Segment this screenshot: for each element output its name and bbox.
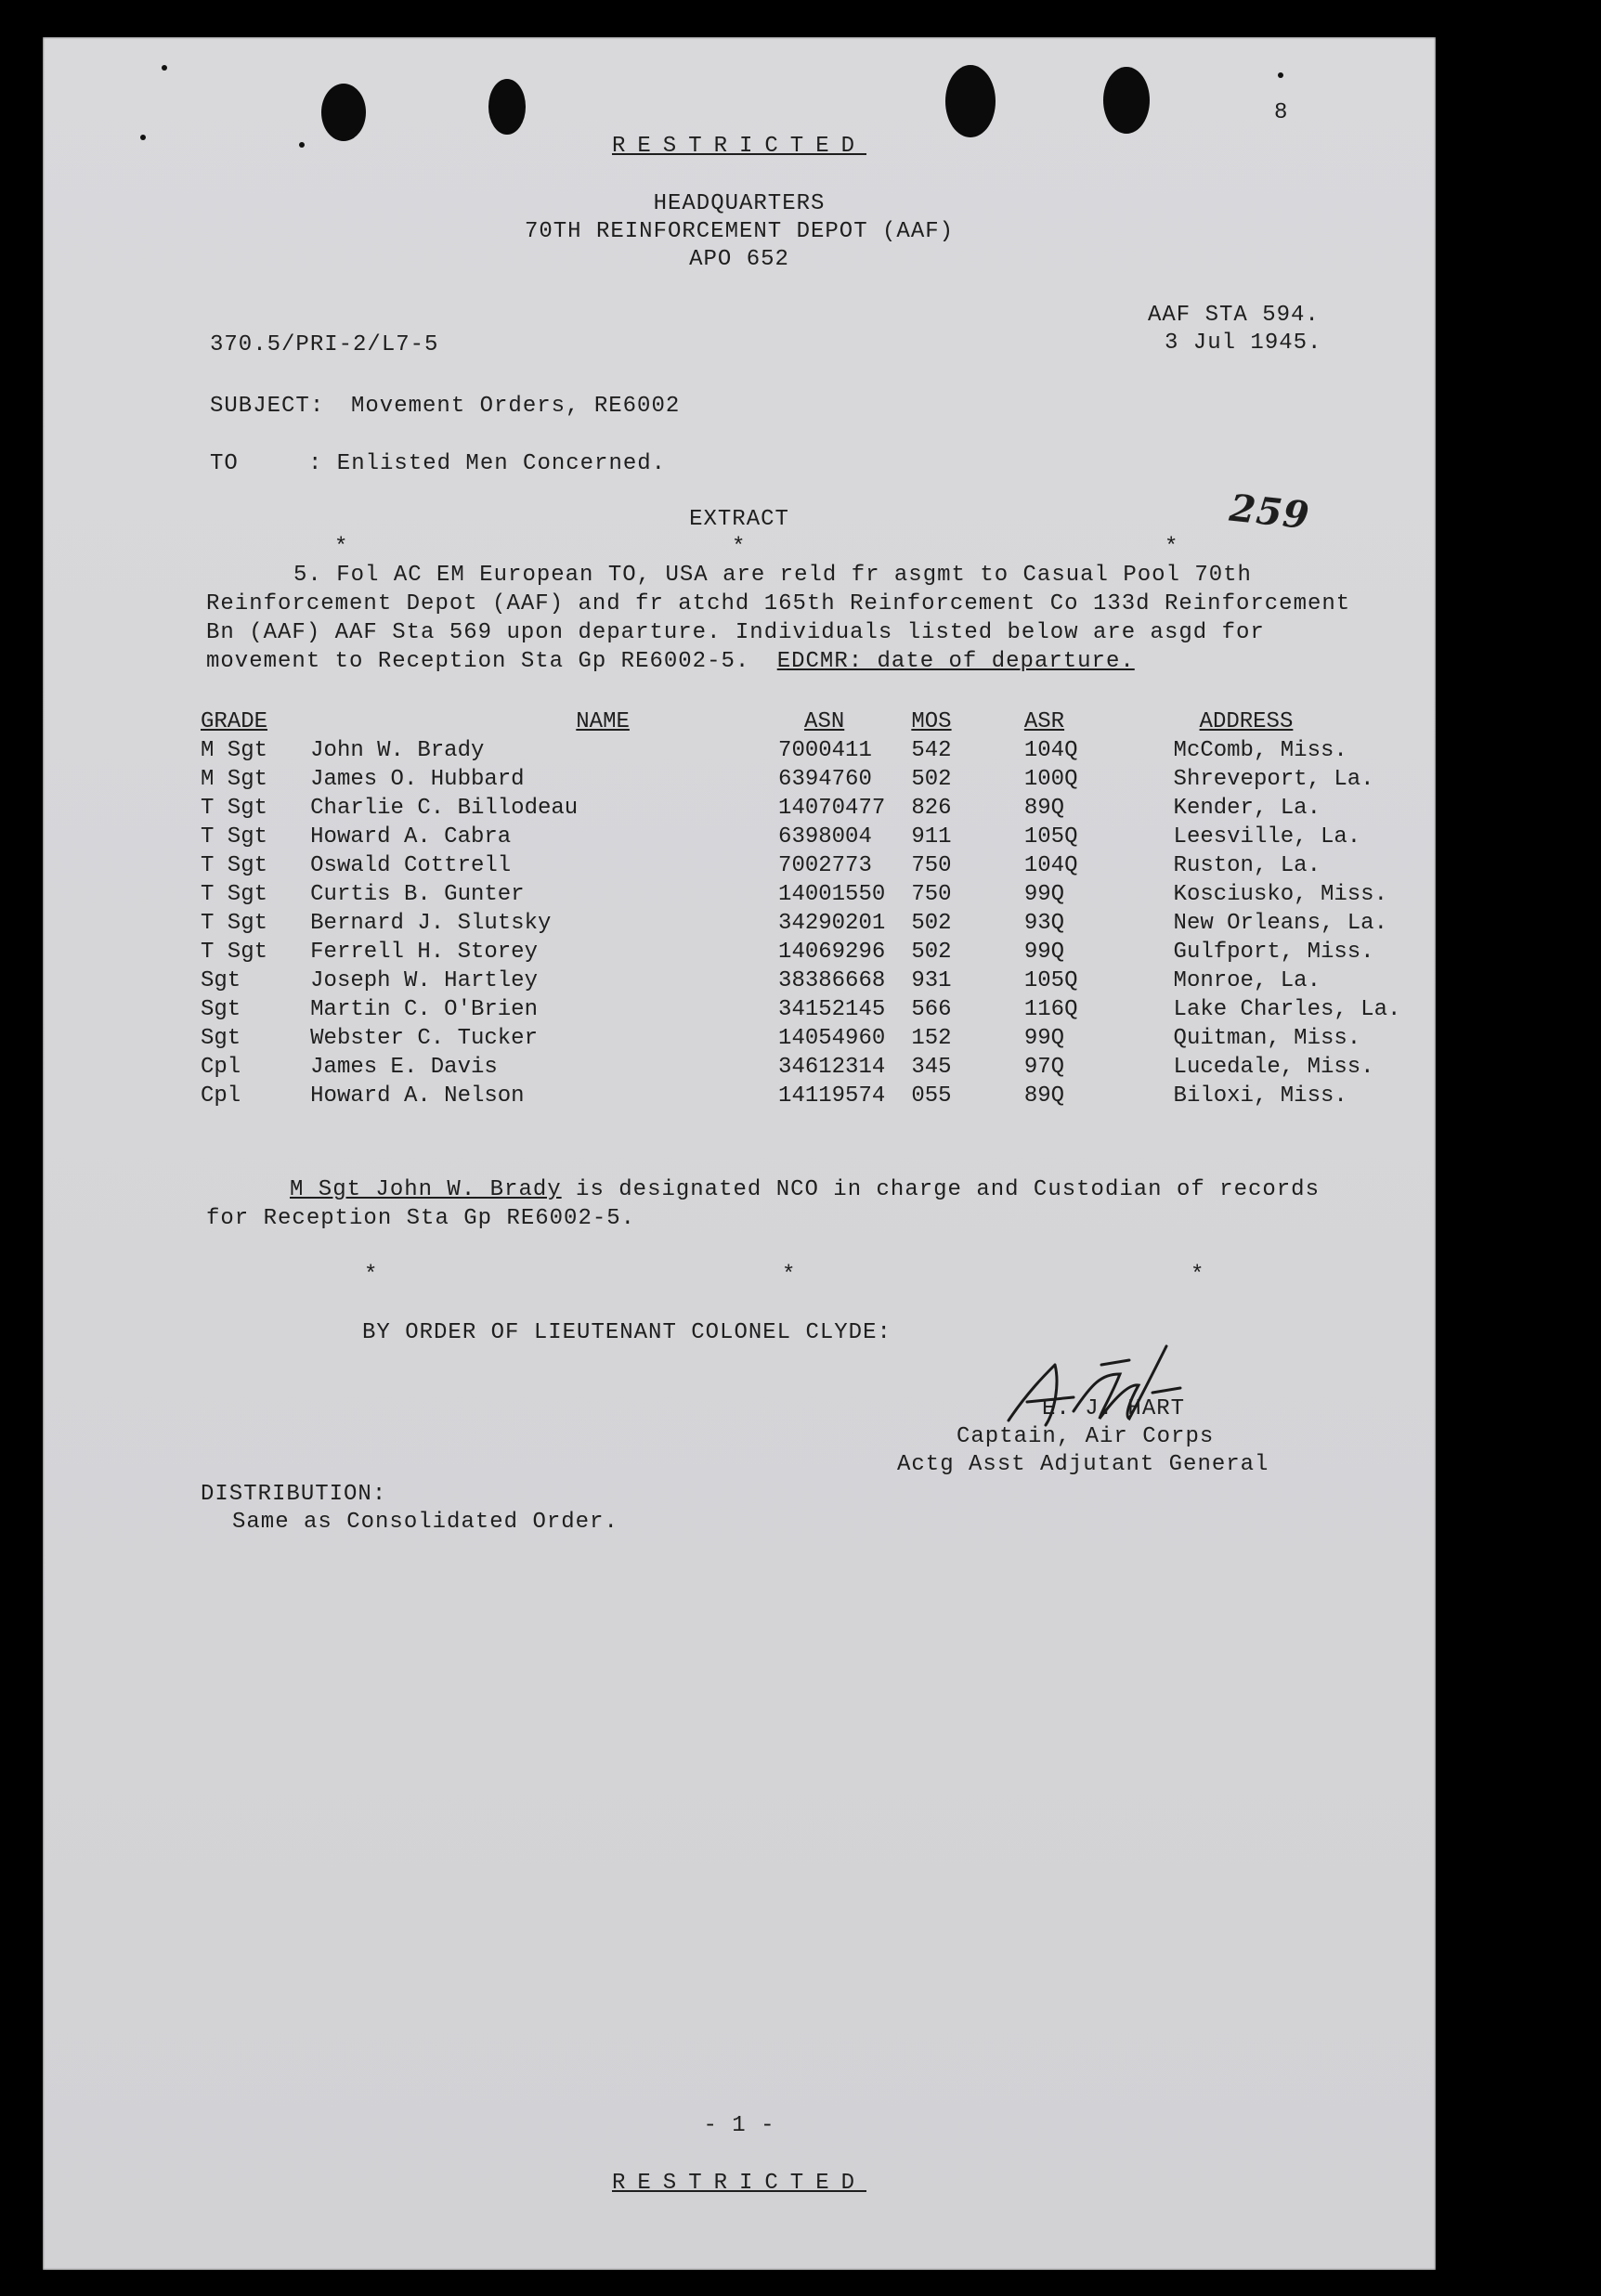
signer-title-2: Actg Asst Adjutant General <box>897 1452 1269 1477</box>
cell-asr: 93Q <box>1023 911 1065 936</box>
designation-line-1 <box>290 1177 1320 1202</box>
cell-asr: 89Q <box>1023 1083 1065 1109</box>
header-grade: GRADE <box>201 709 268 734</box>
separator-star: * <box>732 535 747 560</box>
cell-address: Biloxi, Miss. <box>1173 1083 1347 1109</box>
designation-line-2: for Reception Sta Gp RE6002-5. <box>206 1206 636 1231</box>
designation-text: is designated NCO in charge and Custodian of records <box>561 1177 1320 1202</box>
cell-mos: 502 <box>911 767 952 792</box>
cell-name: James E. Davis <box>310 1055 498 1080</box>
hq-line-1: HEADQUARTERS <box>653 191 826 216</box>
separator-star: * <box>782 1263 797 1288</box>
cell-grade: Sgt <box>201 968 241 993</box>
separator-star: * <box>1191 1263 1205 1288</box>
cell-asn: 34612314 <box>778 1055 886 1080</box>
cell-asn: 6394760 <box>778 767 872 792</box>
cell-name: James O. Hubbard <box>310 767 525 792</box>
classification-bottom: RESTRICTED <box>611 2171 867 2196</box>
punch-hole <box>488 79 526 135</box>
extract-heading: EXTRACT <box>689 507 789 532</box>
file-reference: 370.5/PRI-2/L7-5 <box>210 332 439 357</box>
cell-grade: M Sgt <box>201 738 268 763</box>
cell-mos: 826 <box>911 796 952 821</box>
cell-asn: 7002773 <box>778 853 872 878</box>
cell-asr: 89Q <box>1023 796 1065 821</box>
cell-name: Martin C. O'Brien <box>310 997 538 1022</box>
cell-grade: M Sgt <box>201 767 268 792</box>
table-header-row <box>201 707 1436 736</box>
cell-address: Leesville, La. <box>1173 824 1361 850</box>
header-name: NAME <box>576 709 630 734</box>
cell-mos: 750 <box>911 882 952 907</box>
cell-mos: 911 <box>911 824 952 850</box>
cell-asn: 7000411 <box>778 738 872 763</box>
cell-address: Kosciusko, Miss. <box>1173 882 1387 907</box>
signer-name: E. J. HART <box>1042 1396 1186 1421</box>
cell-mos: 152 <box>911 1026 952 1051</box>
cell-asr: 104Q <box>1023 853 1078 878</box>
cell-mos: 502 <box>911 940 952 965</box>
table-row <box>201 736 1436 765</box>
table-row <box>201 1082 1436 1110</box>
table-row <box>201 1053 1436 1082</box>
header-asr: ASR <box>1023 709 1065 734</box>
cell-asn: 14054960 <box>778 1026 886 1051</box>
stamp-number: 259 <box>1227 486 1312 538</box>
order-line: BY ORDER OF LIEUTENANT COLONEL CLYDE: <box>362 1320 892 1345</box>
cell-name: Joseph W. Hartley <box>310 968 538 993</box>
cell-asr: 99Q <box>1023 882 1065 907</box>
cell-grade: T Sgt <box>201 882 268 907</box>
separator-star: * <box>1165 535 1179 560</box>
cell-asr: 105Q <box>1023 824 1078 850</box>
cell-mos: 502 <box>911 911 952 936</box>
designated-nco-name: M Sgt John W. Brady <box>290 1177 562 1202</box>
personnel-table <box>201 707 1436 1110</box>
cell-address: Monroe, La. <box>1173 968 1321 993</box>
cell-mos: 566 <box>911 997 952 1022</box>
hq-line-2: 70TH REINFORCEMENT DEPOT (AAF) <box>524 219 955 244</box>
header-address: ADDRESS <box>1199 709 1294 734</box>
cell-address: McComb, Miss. <box>1173 738 1347 763</box>
cell-grade: Cpl <box>201 1083 241 1109</box>
cell-address: Kender, La. <box>1173 796 1321 821</box>
table-row <box>201 823 1436 851</box>
date: 3 Jul 1945. <box>1165 331 1322 356</box>
cell-asn: 38386668 <box>778 968 886 993</box>
cell-mos: 345 <box>911 1055 952 1080</box>
cell-name: John W. Brady <box>310 738 485 763</box>
punch-hole <box>321 84 366 141</box>
table-row <box>201 909 1436 938</box>
page-mark: 8 <box>1274 100 1289 125</box>
cell-name: Bernard J. Slutsky <box>310 911 552 936</box>
header-asn: ASN <box>804 709 845 734</box>
to-text: : Enlisted Men Concerned. <box>308 451 667 476</box>
cell-asr: 116Q <box>1023 997 1078 1022</box>
cell-asr: 104Q <box>1023 738 1078 763</box>
cell-name: Charlie C. Billodeau <box>310 796 579 821</box>
cell-grade: Sgt <box>201 1026 241 1051</box>
table-row <box>201 851 1436 880</box>
table-row <box>201 938 1436 966</box>
cell-asn: 34152145 <box>778 997 886 1022</box>
punch-hole <box>945 65 996 137</box>
cell-grade: T Sgt <box>201 911 268 936</box>
cell-grade: T Sgt <box>201 796 268 821</box>
cell-grade: T Sgt <box>201 853 268 878</box>
cell-mos: 055 <box>911 1083 952 1109</box>
cell-address: Shreveport, La. <box>1173 767 1374 792</box>
cell-name: Howard A. Nelson <box>310 1083 525 1109</box>
document-page <box>43 37 1436 2270</box>
edcmr-note: EDCMR: date of departure. <box>776 649 1135 674</box>
cell-grade: T Sgt <box>201 824 268 850</box>
cell-address: Gulfport, Miss. <box>1173 940 1374 965</box>
signer-title-1: Captain, Air Corps <box>957 1424 1215 1449</box>
cell-address: New Orleans, La. <box>1173 911 1387 936</box>
paragraph-line-1: 5. Fol AC EM European TO, USA are reld fr asgmt to Casual Pool 70th <box>293 563 1252 588</box>
station: AAF STA 594. <box>1148 303 1320 328</box>
table-row <box>201 765 1436 794</box>
table-row <box>201 995 1436 1024</box>
cell-address: Quitman, Miss. <box>1173 1026 1361 1051</box>
table-row <box>201 880 1436 909</box>
header-mos: MOS <box>911 709 952 734</box>
cell-asn: 14119574 <box>778 1083 886 1109</box>
page-number: - 1 - <box>703 2113 775 2138</box>
cell-grade: Sgt <box>201 997 241 1022</box>
table-row <box>201 966 1436 995</box>
cell-name: Oswald Cottrell <box>310 853 512 878</box>
cell-asn: 14001550 <box>778 882 886 907</box>
table-row <box>201 1024 1436 1053</box>
paragraph-line-3: Bn (AAF) AAF Sta 569 upon departure. Individuals listed below are asgd for <box>206 620 1265 645</box>
cell-asr: 99Q <box>1023 940 1065 965</box>
cell-grade: T Sgt <box>201 940 268 965</box>
cell-asr: 97Q <box>1023 1055 1065 1080</box>
punch-hole <box>1103 67 1150 134</box>
cell-address: Lake Charles, La. <box>1173 997 1401 1022</box>
paragraph-line-4-text: movement to Reception Sta Gp RE6002-5. <box>206 649 750 674</box>
distribution-label: DISTRIBUTION: <box>201 1482 387 1507</box>
cell-name: Ferrell H. Storey <box>310 940 538 965</box>
cell-name: Howard A. Cabra <box>310 824 512 850</box>
cell-mos: 931 <box>911 968 952 993</box>
cell-asr: 100Q <box>1023 767 1078 792</box>
cell-address: Lucedale, Miss. <box>1173 1055 1374 1080</box>
table-row <box>201 794 1436 823</box>
cell-asn: 6398004 <box>778 824 872 850</box>
distribution-text: Same as Consolidated Order. <box>232 1510 618 1535</box>
paragraph-line-4 <box>206 649 1135 674</box>
separator-star: * <box>334 535 349 560</box>
cell-asn: 14069296 <box>778 940 886 965</box>
subject-text: Movement Orders, RE6002 <box>351 394 681 419</box>
paragraph-line-2: Reinforcement Depot (AAF) and fr atchd 165th Reinforcement Co 133d Reinforcement <box>206 591 1351 616</box>
cell-grade: Cpl <box>201 1055 241 1080</box>
cell-asn: 14070477 <box>778 796 886 821</box>
cell-mos: 750 <box>911 853 952 878</box>
cell-asn: 34290201 <box>778 911 886 936</box>
to-label: TO <box>210 451 239 476</box>
speck <box>162 65 167 71</box>
speck <box>1278 72 1283 78</box>
hq-line-3: APO 652 <box>689 247 789 272</box>
subject-label: SUBJECT: <box>210 394 325 419</box>
cell-name: Webster C. Tucker <box>310 1026 538 1051</box>
cell-asr: 105Q <box>1023 968 1078 993</box>
cell-asr: 99Q <box>1023 1026 1065 1051</box>
cell-address: Ruston, La. <box>1173 853 1321 878</box>
cell-name: Curtis B. Gunter <box>310 882 525 907</box>
separator-star: * <box>364 1263 379 1288</box>
cell-mos: 542 <box>911 738 952 763</box>
classification-top: RESTRICTED <box>611 134 867 159</box>
